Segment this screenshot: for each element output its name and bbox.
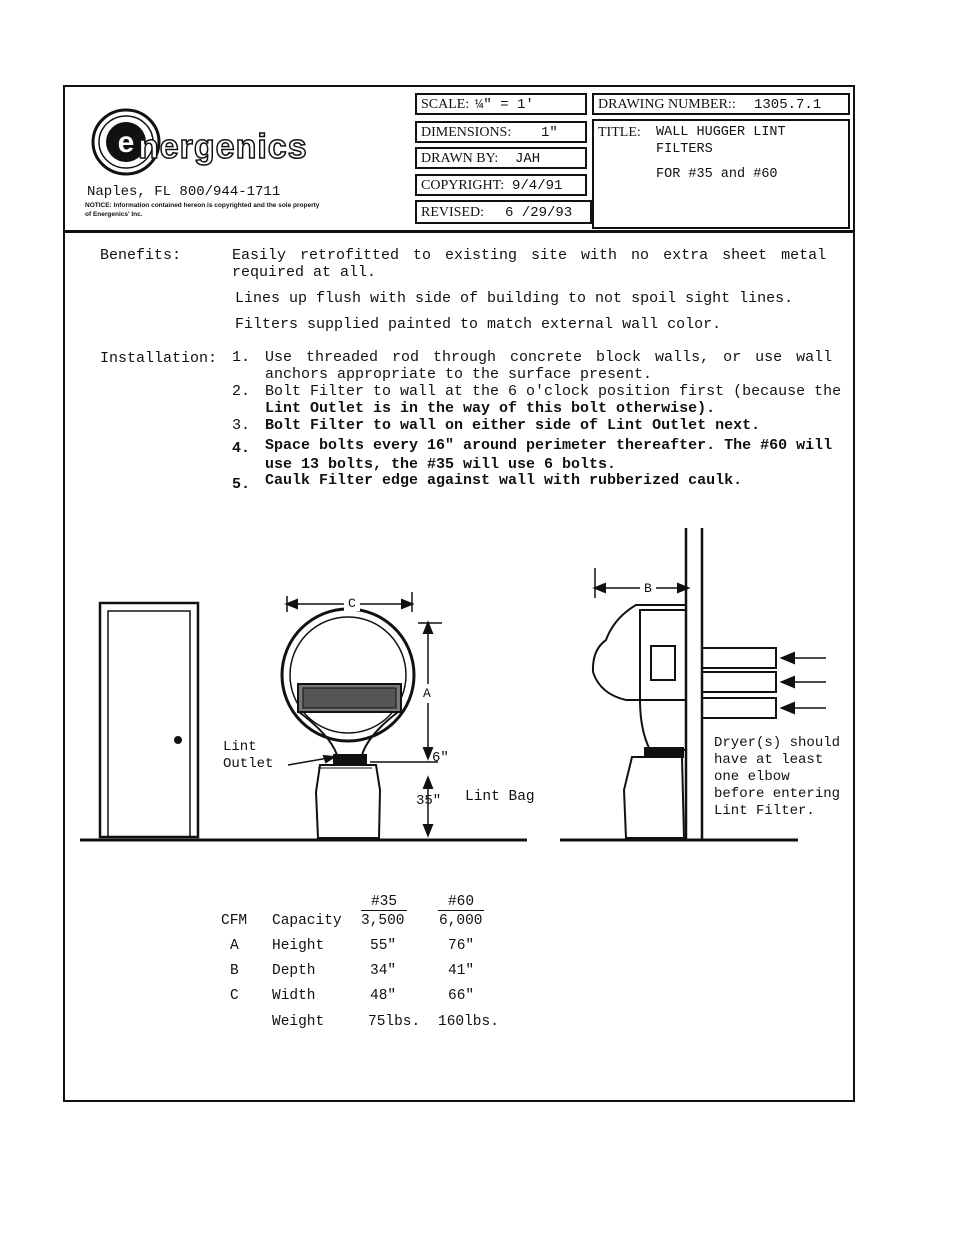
dryer-note-2: have at least xyxy=(714,752,824,768)
spec-depth-60: 41" xyxy=(448,963,475,979)
benefits-label: Benefits: xyxy=(100,247,182,264)
dimension-c-label: C xyxy=(344,596,360,611)
step-4-line-a: Space bolts every 16" around perimeter thereafter. The #60 will xyxy=(265,437,833,454)
step-2-line-a: Bolt Filter to wall at the 6 o'clock position first (because the xyxy=(265,383,842,400)
spec-capacity-60: 6,000 xyxy=(439,913,483,929)
spec-row-key-cfm: CFM xyxy=(221,913,248,929)
spec-weight-35: 75lbs. xyxy=(368,1014,421,1030)
spec-weight-60: 160lbs. xyxy=(438,1014,499,1030)
benefit-line-2: Lines up flush with side of building to not spoil sight lines. xyxy=(235,290,794,307)
spec-width-60: 66" xyxy=(448,988,475,1004)
revised-box: REVISED: 6 /29/93 xyxy=(415,200,592,224)
lint-outlet-label-2: Outlet xyxy=(223,756,274,772)
spec-height-60: 76" xyxy=(448,938,475,954)
step-2-num: 2. xyxy=(232,383,251,400)
title-box: TITLE: WALL HUGGER LINT FILTERS FOR #35 and #60 xyxy=(592,119,850,229)
svg-text:e: e xyxy=(117,126,135,159)
spec-row-name-depth: Depth xyxy=(272,963,316,979)
step-2-line-b: Lint Outlet is in the way of this bolt otherwise). xyxy=(265,400,716,417)
benefit-line-1a: Easily retrofitted to existing site with no extra sheet metal xyxy=(232,247,827,264)
spec-row-name-height: Height xyxy=(272,938,325,954)
spec-row-key-c: C xyxy=(230,988,239,1004)
lint-outlet-label-1: Lint xyxy=(223,739,257,755)
scale-box: SCALE: ¼" = 1' xyxy=(415,93,587,115)
spec-row-key-a: A xyxy=(230,938,239,954)
step-5-num: 5. xyxy=(232,476,251,493)
logo-wordmark: nergenics xyxy=(138,128,308,166)
spec-height-35: 55" xyxy=(370,938,397,954)
dimensions-box: DIMENSIONS: 1" xyxy=(415,121,587,143)
step-4-num: 4. xyxy=(232,440,251,457)
spec-row-key-b: B xyxy=(230,963,239,979)
dimension-b-label: B xyxy=(640,581,656,596)
spec-row-name-width: Width xyxy=(272,988,316,1004)
step-1-num: 1. xyxy=(232,349,251,366)
spec-row-name-capacity: Capacity xyxy=(272,913,342,929)
benefit-line-1b: required at all. xyxy=(232,264,377,281)
step-3-num: 3. xyxy=(232,417,251,434)
spec-depth-35: 34" xyxy=(370,963,397,979)
dryer-note-4: before entering xyxy=(714,786,841,802)
dimension-a-label: A xyxy=(423,686,431,701)
installation-label: Installation: xyxy=(100,350,218,367)
spec-row-name-weight: Weight xyxy=(272,1014,325,1030)
copyright-box: COPYRIGHT: 9/4/91 xyxy=(415,174,587,196)
step-4-line-b: use 13 bolts, the #35 will use 6 bolts. xyxy=(265,456,617,473)
step-3-line-a: Bolt Filter to wall on either side of Lint Outlet next. xyxy=(265,417,761,434)
step-1-line-a: Use threaded rod through concrete block walls, or use wall xyxy=(265,349,833,366)
drawn-by-box: DRAWN BY: JAH xyxy=(415,147,587,169)
company-contact: Naples, FL 800/944-1711 xyxy=(87,184,281,200)
copyright-notice-2: of Energenics' Inc. xyxy=(85,211,143,218)
step-1-line-b: anchors appropriate to the surface present. xyxy=(265,366,653,383)
copyright-notice-1: NOTICE: Information contained hereon is copyrighted and the sole property xyxy=(85,202,320,209)
spec-capacity-35: 3,500 xyxy=(361,913,405,929)
dryer-note-5: Lint Filter. xyxy=(714,803,815,819)
spec-col-60: #60 xyxy=(438,894,484,911)
dryer-note-3: one elbow xyxy=(714,769,790,785)
drawing-number-box: DRAWING NUMBER:: 1305.7.1 xyxy=(592,93,850,115)
benefit-line-3: Filters supplied painted to match external wall color. xyxy=(235,316,722,333)
spec-col-35: #35 xyxy=(361,894,407,911)
step-5-line-a: Caulk Filter edge against wall with rubberized caulk. xyxy=(265,472,743,489)
dimension-6in-label: 6" xyxy=(432,750,449,766)
dryer-note-1: Dryer(s) should xyxy=(714,735,841,751)
lint-bag-label: Lint Bag xyxy=(465,789,535,805)
dimension-35in-label: 35" xyxy=(416,793,442,809)
spec-width-35: 48" xyxy=(370,988,397,1004)
